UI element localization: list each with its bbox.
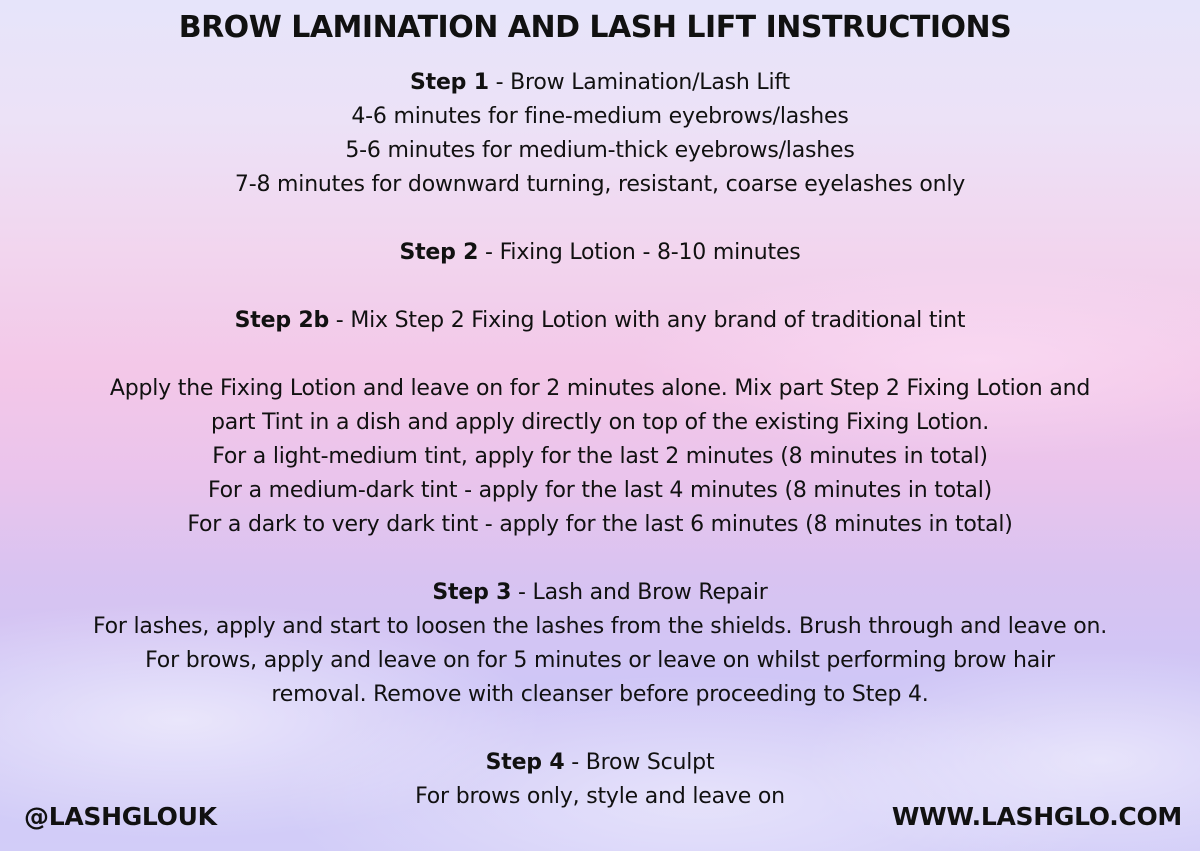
spacer: [0, 542, 1200, 576]
step-3-label: Step 3: [432, 580, 512, 605]
step-3-line: For lashes, apply and start to loosen the lashes from the shields. Brush through and leave on.: [92, 614, 1108, 639]
step-1-heading: [0, 66, 1200, 100]
step-2b-heading: [0, 304, 1200, 338]
step-4-label: Step 4: [485, 750, 565, 775]
step-2-label: Step 2: [399, 240, 479, 265]
step-1-title: - Brow Lamination/Lash Lift: [488, 70, 790, 95]
step-2b-line: Apply the Fixing Lotion and leave on for 2 minutes alone. Mix part Step 2 Fixing Lotion and: [109, 376, 1091, 401]
website-url: WWW.LASHGLO.COM: [891, 802, 1182, 831]
spacer: [0, 202, 1200, 236]
step-2b-line: part Tint in a dish and apply directly on top of the existing Fixing Lotion.: [210, 410, 990, 435]
step-1-line: 7-8 minutes for downward turning, resistant, coarse eyelashes only: [234, 172, 966, 197]
page-title: BROW LAMINATION AND LASH LIFT INSTRUCTIONS: [178, 10, 1012, 45]
step-2-heading: [0, 236, 1200, 270]
step-1-label: Step 1: [410, 70, 489, 95]
step-3-title: - Lash and Brow Repair: [511, 580, 768, 605]
step-3-heading: [0, 576, 1200, 610]
step-2b-line: For a dark to very dark tint - apply for the last 6 minutes (8 minutes in total): [187, 512, 1013, 537]
spacer: [0, 270, 1200, 304]
spacer: [0, 338, 1200, 372]
step-4-title: - Brow Sculpt: [564, 750, 715, 775]
step-3-line: For brows, apply and leave on for 5 minutes or leave on whilst performing brow hair: [145, 648, 1055, 673]
step-2b-line: For a light-medium tint, apply for the last 2 minutes (8 minutes in total): [212, 444, 988, 469]
step-4-line: For brows only, style and leave on: [415, 784, 785, 809]
step-4-heading: [0, 746, 1200, 780]
step-2b-title: - Mix Step 2 Fixing Lotion with any brand of traditional tint: [329, 308, 966, 333]
step-2b-line: For a medium-dark tint - apply for the last 4 minutes (8 minutes in total): [208, 478, 992, 503]
step-1-line: 4-6 minutes for fine-medium eyebrows/lashes: [351, 104, 849, 129]
spacer: [0, 712, 1200, 746]
instructions-body: [0, 66, 1200, 814]
step-1-line: 5-6 minutes for medium-thick eyebrows/lashes: [345, 138, 855, 163]
step-2b-label: Step 2b: [234, 308, 329, 333]
step-3-line: removal. Remove with cleanser before proceeding to Step 4.: [271, 682, 929, 707]
instagram-handle: @LASHGLOUK: [24, 802, 217, 831]
step-2-title: - Fixing Lotion - 8-10 minutes: [478, 240, 801, 265]
